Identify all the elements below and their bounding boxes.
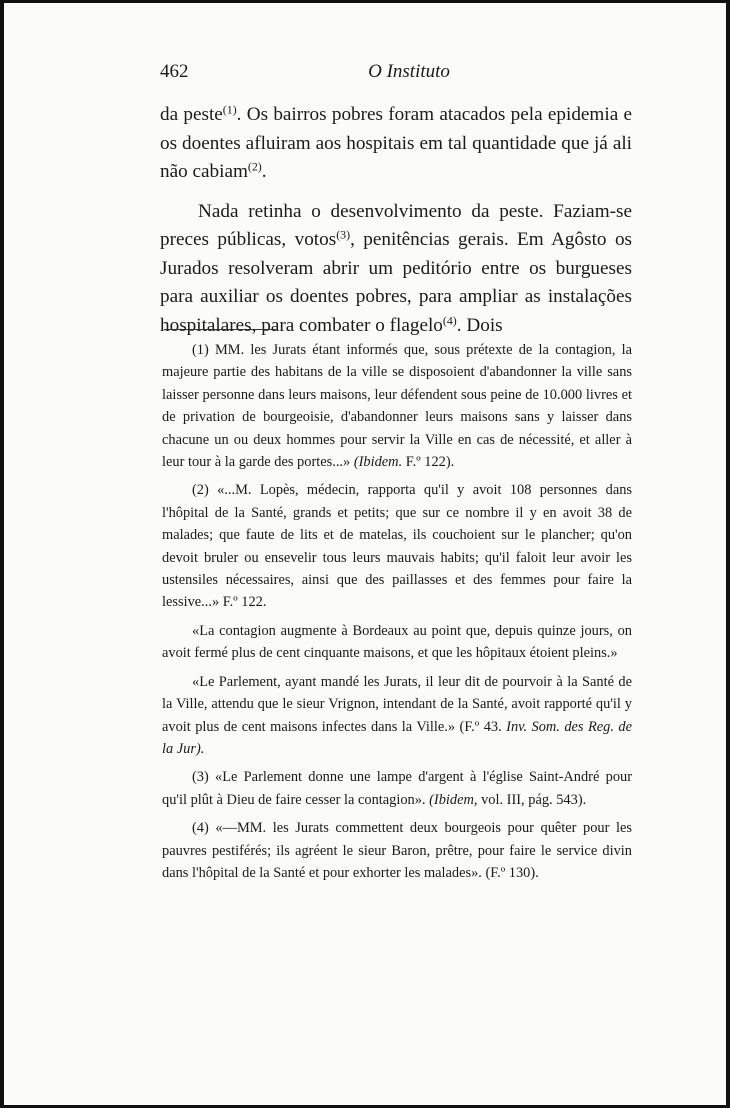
- footnote-text: «Le Parlement, ayant mandé les Jurats, il leur dit de pourvoir à la Santé de la Ville, attendu que le sieur Vrignon, intendant de la Santé, avoit rapporté qu'il y avoit plus de cent maisons infectes dans la Ville.» (F.º 43.: [162, 673, 632, 735]
- paragraph-2: [160, 198, 632, 341]
- footnote-ref-1: (1): [222, 102, 237, 117]
- citation: (Ibidem,: [429, 791, 478, 808]
- footnote-ref-4: (4): [442, 312, 457, 327]
- footnote-text: «...M. Lopès, médecin, rapporta qu'il y avoit 108 personnes dans l'hôpital de la Santé, grands et petits; que sur ce nombre il y en avoit 38 de malades; que faute de lits et de matelas, ils couchoient sur le plancher; qu'on devoit bruler ou ensevelir tous leurs mauvais habits; qu'il faloit leur avoir les ustensiles nécessaires, ainsi que des paillasses et des femmes pour faire la lessive...» F.º 122.: [162, 482, 632, 611]
- citation: Inv. Som. des Reg. de la Jur).: [162, 718, 633, 757]
- footnote-2: [162, 479, 632, 613]
- page-header: [160, 61, 632, 87]
- footnotes: [162, 339, 632, 890]
- footnote-1: [162, 339, 632, 473]
- footnote-4: [162, 817, 632, 884]
- text-run: , penitências gerais. Em Agôsto os Jurados resolveram abrir um peditório entre os burgueses para auxiliar os doentes pobres, para ampliar as instalações hospitalares, para combater o flagelo: [160, 229, 633, 336]
- page-number: 462: [160, 61, 189, 82]
- running-title: O Instituto: [368, 61, 450, 82]
- footnote-text: «—MM. les Jurats commettent deux bourgeois pour quêter pour les pauvres pestiférés; ils agréent le sieur Baron, prêtre, pour faire le service divin dans l'hôpital de la Santé et pour exhorter les malades». (F.º 130).: [162, 820, 632, 881]
- footnote-ref-2: (2): [247, 159, 262, 174]
- text-run: . Dois: [456, 314, 503, 336]
- text-run: .: [261, 161, 267, 182]
- footnote-separator: [164, 329, 276, 330]
- main-text: [160, 101, 632, 340]
- footnote-text: MM. les Jurats étant informés que, sous prétexte de la contagion, la majeure partie des habitans de la ville se disposoient d'abandonner la ville sans laisser personne dans leurs maisons, leur défendent sous peine de 10.000 livres et de privation de bourgeoisie, d'abandonner leurs maisons sans y laisser dans chacune un ou deux hommes pour servir la Ville en cas de nécessité, et aller à leur tour à la garde des portes...»: [162, 342, 632, 471]
- footnote-3: [162, 766, 632, 811]
- footnote-text: «Le Parlement donne une lampe d'argent à l'église Saint-André pour qu'il plût à Dieu de faire cesser la contagion».: [162, 769, 632, 808]
- paragraph-1: [160, 101, 632, 187]
- text-run: da peste: [160, 104, 223, 125]
- text-run: . Os bairros pobres foram atacados pela epidemia e os doentes afluiram aos hospitais em tal quantidade que já ali não cabiam: [160, 104, 632, 182]
- footnote-text: vol. III, pág. 543).: [477, 791, 587, 808]
- footnote-marker: (1): [192, 342, 209, 358]
- footnote-ref-3: (3): [336, 227, 351, 242]
- footnote-2-continued-2: [162, 671, 632, 761]
- text-run: Nada retinha o desenvolvimento da peste. Faziam-se preces públicas, votos: [160, 200, 632, 250]
- footnote-marker: (3): [192, 769, 209, 786]
- footnote-text: F.º 122).: [402, 454, 455, 471]
- footnote-2-continued: «La contagion augmente à Bordeaux au point que, depuis quinze jours, on avoit fermé plus de cent cinquante maisons, et que les hôpitaux étoient pleins.»: [162, 622, 632, 662]
- footnote-marker: (2): [192, 482, 209, 499]
- footnote-marker: (4): [192, 820, 209, 837]
- citation: (Ibidem.: [353, 454, 403, 471]
